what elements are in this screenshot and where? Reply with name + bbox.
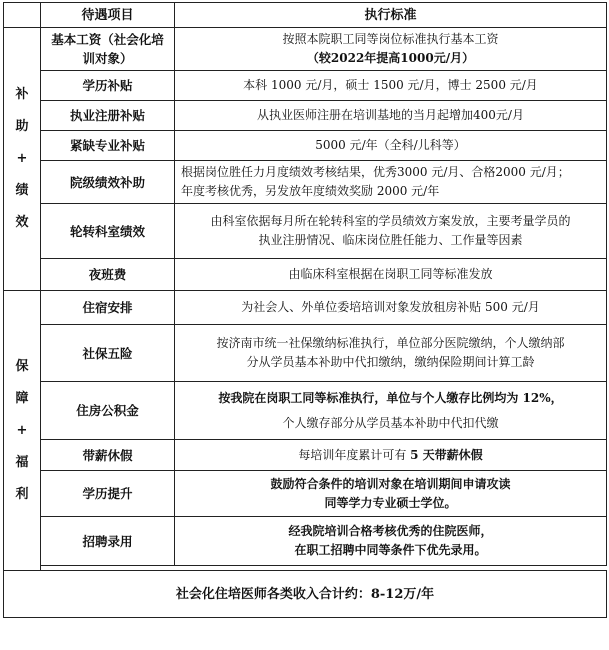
header-item: 待遇项目 [41,3,175,28]
standard-license-subsidy: 从执业医师注册在培训基地的当月起增加400元/月 [175,101,607,131]
row-footer [4,571,607,618]
row-license-subsidy [4,101,607,131]
row-night-shift [4,259,607,291]
standard-hospital-performance: 根据岗位胜任力月度绩效考核结果，优秀3000 元/月、合格2000 元/月； 年度考核优秀，另发放年度绩效奖励 2000 元/年 [175,161,607,204]
item-housing-fund: 住房公积金 [41,382,175,440]
header-corner [4,3,41,28]
standard-housing: 为社会人、外单位委培培训对象发放租房补贴 500 元/月 [175,291,607,325]
item-rotation-performance: 轮转科室绩效 [41,204,175,259]
row-hospital-performance [4,161,607,204]
row-base-wage [4,28,607,71]
header-standard: 执行标准 [175,3,607,28]
item-hospital-performance: 院级绩效补助 [41,161,175,204]
standard-social-insurance: 按济南市统一社保缴纳标准执行，单位部分医院缴纳，个人缴纳部 分从学员基本补助中代扣缴纳，缴纳保险期间计算工龄 [175,325,607,382]
table-header-row [4,3,607,28]
item-base-wage: 基本工资（社会化培训对象） [41,28,175,71]
standard-recruitment: 经我院培训合格考核优秀的住院医师， 在职工招聘中同等条件下优先录用。 [175,517,607,566]
item-social-insurance: 社保五险 [41,325,175,382]
footer-total-income: 社会化住培医师各类收入合计约：8-12万/年 [4,571,607,618]
row-recruitment [4,517,607,566]
row-shortage-subsidy [4,131,607,161]
standard-base-wage: 按照本院职工同等岗位标准执行基本工资 （较2022年提高1000元/月） [175,28,607,71]
row-rotation-performance [4,204,607,259]
item-license-subsidy: 执业注册补贴 [41,101,175,131]
standard-night-shift: 由临床科室根据在岗职工同等标准发放 [175,259,607,291]
group-security-welfare: 保 障 + 福 利 [4,291,41,571]
benefits-table [3,2,607,618]
standard-shortage-subsidy: 5000 元/年（全科/儿科等） [175,131,607,161]
standard-education-subsidy: 本科 1000 元/月，硕士 1500 元/月，博士 2500 元/月 [175,71,607,101]
group-subsidy-performance: 补 助 + 绩 效 [4,28,41,291]
item-shortage-subsidy: 紧缺专业补贴 [41,131,175,161]
standard-rotation-performance: 由科室依据每月所在轮转科室的学员绩效方案发放，主要考量学员的 执业注册情况、临床岗位胜任能力、工作量等因素 [175,204,607,259]
item-degree: 学历提升 [41,471,175,517]
item-education-subsidy: 学历补贴 [41,71,175,101]
standard-housing-fund: 按我院在岗职工同等标准执行，单位与个人缴存比例均为 12%， 个人缴存部分从学员基本补助中代扣代缴 [175,382,607,440]
standard-paid-leave: 每培训年度累计可有 5 天带薪休假 [175,440,607,471]
row-degree [4,471,607,517]
item-night-shift: 夜班费 [41,259,175,291]
item-recruitment: 招聘录用 [41,517,175,566]
row-social-insurance [4,325,607,382]
item-paid-leave: 带薪休假 [41,440,175,471]
item-housing: 住宿安排 [41,291,175,325]
row-paid-leave [4,440,607,471]
row-housing [4,291,607,325]
row-education-subsidy [4,71,607,101]
standard-degree: 鼓励符合条件的培训对象在培训期间申请攻读 同等学力专业硕士学位。 [175,471,607,517]
row-housing-fund [4,382,607,440]
